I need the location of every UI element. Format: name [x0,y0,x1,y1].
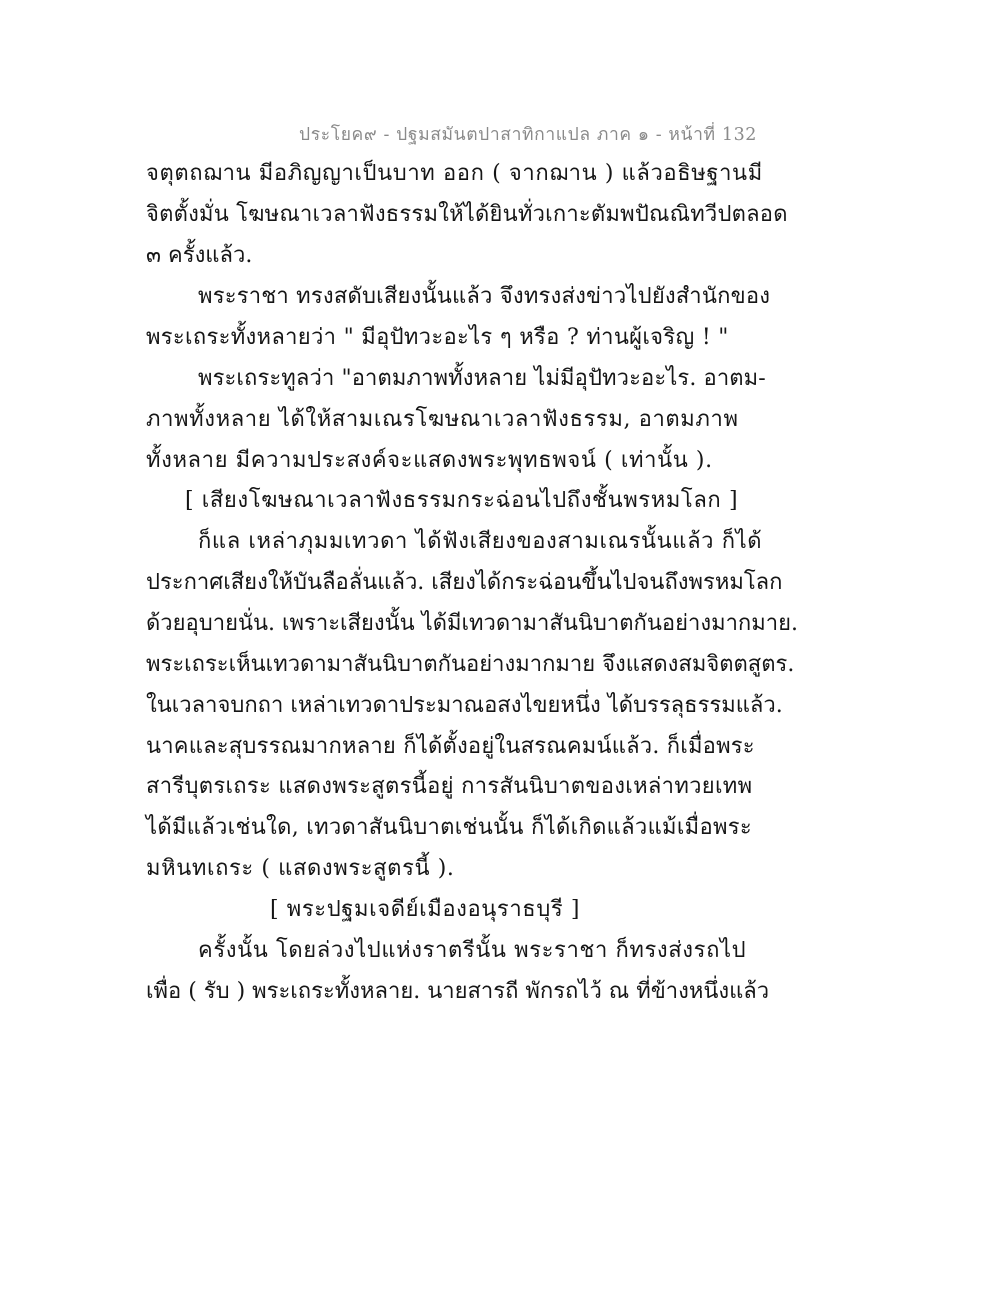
text-line: ๓ ครั้งแล้ว. [146,243,253,268]
text-line: ภาพทั้งหลาย ได้ให้สามเณรโฆษณาเวลาฟังธรรม, อาตมภาพ [146,407,739,432]
text-line: เพื่อ ( รับ ) พระเถระทั้งหลาย. นายสารถี พักรถไว้ ณ ที่ข้างหนึ่งแล้ว [146,979,770,1004]
text-line: สารีบุตรเถระ แสดงพระสูตรนี้อยู่ การสันนิบาตของเหล่าทวยเทพ [146,774,753,799]
text-line: พระราชา ทรงสดับเสียงนั้นแล้ว จึงทรงส่งข่าวไปยังสำนักของ [198,284,771,309]
section-heading: [ เสียงโฆษณาเวลาฟังธรรมกระฉ่อนไปถึงชั้นพรหมโลก ] [185,488,739,513]
text-line: ครั้งนั้น โดยล่วงไปแห่งราตรีนั้น พระราชา ก็ทรงส่งรถไป [198,938,747,963]
text-line: ประกาศเสียงให้บันลือลั่นแล้ว. เสียงได้กระฉ่อนขึ้นไปจนถึงพรหมโลก [146,570,783,595]
text-line: ด้วยอุบายนั่น. เพราะเสียงนั้น ได้มีเทวดามาสันนิบาตกันอย่างมากมาย. [146,611,798,636]
text-line: ทั้งหลาย มีความประสงค์จะแสดงพระพุทธพจน์ ( เท่านั้น ). [146,448,713,473]
text-line: นาคและสุบรรณมากหลาย ก็ได้ตั้งอยู่ในสรณคมน์แล้ว. ก็เมื่อพระ [146,734,755,759]
text-line: พระเถระทูลว่า "อาตมภาพทั้งหลาย ไม่มีอุปัทวะอะไร. อาตม- [198,366,766,391]
text-line: พระเถระเห็นเทวดามาสันนิบาตกันอย่างมากมาย จึงแสดงสมจิตตสูตร. [146,652,795,677]
section-heading: [ พระปฐมเจดีย์เมืองอนุราธบุรี ] [270,897,581,922]
text-line: จตุตถฌาน มีอภิญญาเป็นบาท ออก ( จากฌาน ) แล้วอธิษฐานมี [146,161,763,186]
text-line: ก็แล เหล่าภุมมเทวดา ได้ฟังเสียงของสามเณรนั้นแล้ว ก็ได้ [198,529,763,554]
text-line: พระเถระทั้งหลายว่า " มีอุปัทวะอะไร ๆ หรือ ? ท่านผู้เจริญ ! " [146,325,729,350]
running-header: ประโยค๙ - ปฐมสมันตปาสาทิกาแปล ภาค ๑ - หน้าที่ 132 [299,125,758,145]
text-line: ได้มีแล้วเช่นใด, เทวดาสันนิบาตเช่นนั้น ก็ได้เกิดแล้วแม้เมื่อพระ [146,815,753,840]
text-line: จิตตั้งมั่น โฆษณาเวลาฟังธรรมให้ได้ยินทั่วเกาะตัมพปัณณิทวีปตลอด [146,202,788,227]
text-line: ในเวลาจบกถา เหล่าเทวดาประมาณอสงไขยหนึ่ง ได้บรรลุธรรมแล้ว. [146,693,783,718]
text-line: มหินทเถระ ( แสดงพระสูตรนี้ ). [146,856,455,881]
